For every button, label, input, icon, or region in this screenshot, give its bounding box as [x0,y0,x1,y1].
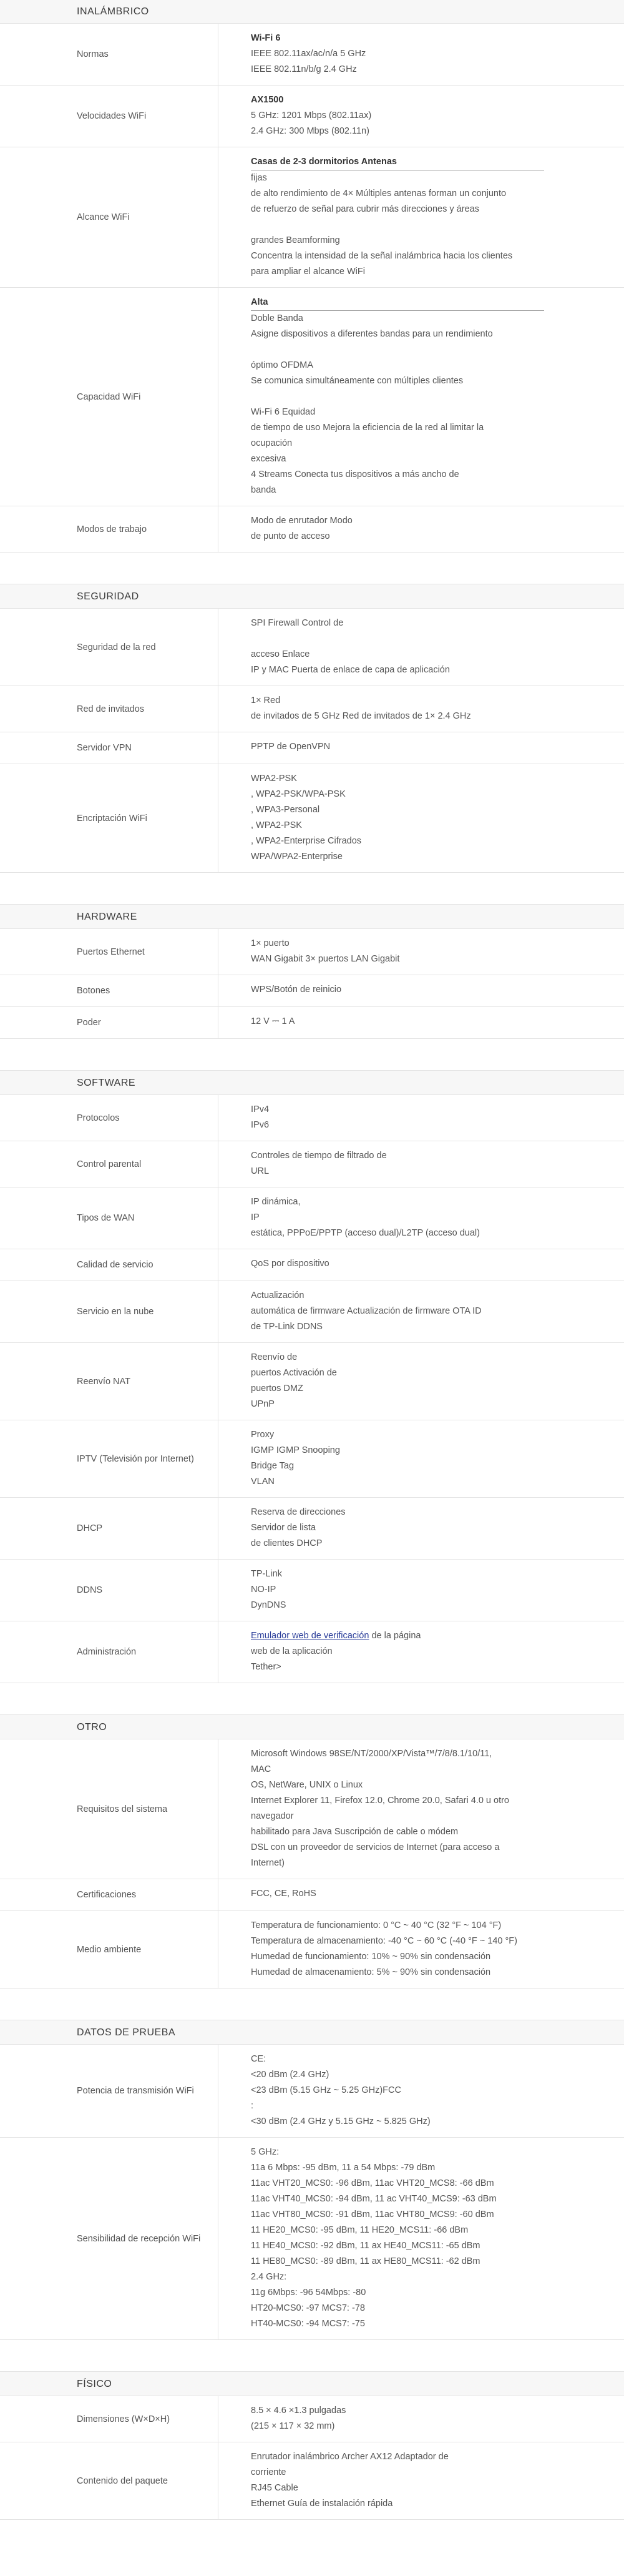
spec-value-line: 2.4 GHz: 300 Mbps (802.11n) [251,126,369,136]
spec-value-line: IP [251,1212,260,1222]
spec-row-poder [0,1007,624,1039]
spec-section-otro [0,1714,624,1989]
spec-value-line: banda [251,485,276,495]
spec-row-alcance-wifi [0,147,624,288]
spec-value-line: 8.5 × 4.6 ×1.3 pulgadas [251,2406,346,2416]
spec-value-line: de invitados de 5 GHz Red de invitados de 1× 2.4 GHz [251,711,471,721]
spec-label: Modos de trabajo [0,506,218,552]
spec-value-line: grandes Beamforming [251,235,340,245]
spec-section-datos-de-prueba [0,2020,624,2340]
spec-value-line: de refuerzo de señal para cubrir más direcciones y áreas [251,204,479,214]
spec-label: Medio ambiente [0,1911,218,1988]
spec-label: Botones [0,975,218,1006]
spec-value-line: de TP-Link DDNS [251,1322,323,1332]
spec-value-line [251,631,618,647]
spec-value-line: WPA/WPA2-Enterprise [251,852,343,862]
spec-section-hardware [0,904,624,1039]
spec-label: Tipos de WAN [0,1187,218,1249]
spec-value [218,975,624,1006]
spec-value [218,2396,624,2442]
spec-value-line: AX1500 [251,95,284,105]
spec-value-line [251,217,618,233]
spec-row-servicio-en-la-nube [0,1281,624,1343]
spec-row-medio-ambiente [0,1911,624,1989]
spec-value-line: VLAN [251,1477,275,1487]
spec-value-line: Asigne dispositivos a diferentes bandas para un rendimiento [251,329,493,339]
spec-label: Velocidades WiFi [0,86,218,147]
spec-section-fisico [0,2371,624,2520]
spec-section-inalambrico [0,0,624,553]
spec-value-line: <23 dBm (5.15 GHz ~ 5.25 GHz)FCC [251,2085,401,2095]
spec-row-red-de-invitados [0,686,624,732]
spec-value-line: Casas de 2-3 dormitorios Antenas [251,154,544,170]
spec-value-line: IEEE 802.11ax/ac/n/a 5 GHz [251,49,366,59]
spec-value [218,1911,624,1988]
spec-value [218,1095,624,1141]
spec-value-line: 4 Streams Conecta tus dispositivos a más ancho de [251,469,459,479]
spec-value-line: <30 dBm (2.4 GHz y 5.15 GHz ~ 5.825 GHz) [251,2116,431,2126]
spec-value-line: PPTP de OpenVPN [251,742,331,752]
spec-value [218,506,624,552]
spec-value-line: OS, NetWare, UNIX o Linux [251,1780,363,1790]
spec-value-line: Wi-Fi 6 [251,33,281,43]
spec-value-line: navegador [251,1811,294,1821]
section-title: INALÁMBRICO [0,0,624,24]
spec-value-line: WPA2-PSK [251,774,297,784]
spec-label: Puertos Ethernet [0,929,218,975]
spec-row-servidor-vpn [0,732,624,764]
spec-value-line: Actualización [251,1290,305,1300]
spec-value-line: Concentra la intensidad de la señal inalámbrica hacia los clientes [251,251,513,261]
spec-label: Protocolos [0,1095,218,1141]
spec-value-line: 11 HE80_MCS0: -89 dBm, 11 ax HE80_MCS11: -62 dBm [251,2256,480,2266]
spec-value-line: ocupación [251,438,293,448]
spec-value-line: 12 V ⎓ 1 A [251,1016,295,1026]
spec-label: Alcance WiFi [0,147,218,287]
spec-value-line: Humedad de funcionamiento: 10% ~ 90% sin condensación [251,1952,491,1962]
spec-value-line: CE: [251,2054,266,2064]
spec-value-line: DynDNS [251,1600,286,1610]
spec-label: Reenvío NAT [0,1343,218,1420]
spec-value-line: WPS/Botón de reinicio [251,985,342,995]
spec-label: Servicio en la nube [0,1281,218,1342]
spec-value-line: acceso Enlace [251,649,310,659]
spec-label: Calidad de servicio [0,1249,218,1281]
spec-value-line: 2.4 GHz: [251,2272,287,2282]
spec-label: Dimensiones (W×D×H) [0,2396,218,2442]
spec-value [218,1420,624,1497]
spec-label: Contenido del paquete [0,2442,218,2519]
spec-value-line: Enrutador inalámbrico Archer AX12 Adaptador de [251,2452,449,2462]
spec-value [218,2442,624,2519]
spec-value-line: Proxy [251,1430,275,1440]
spec-value-line: RJ45 Cable [251,2483,298,2493]
spec-row-puertos-ethernet [0,929,624,975]
spec-label: Normas [0,24,218,85]
spec-value-line: Temperatura de funcionamiento: 0 °C ~ 40 °C (32 °F ~ 104 °F) [251,1920,502,1930]
spec-value-line: IEEE 802.11n/b/g 2.4 GHz [251,64,357,74]
spec-row-calidad-de-servicio [0,1249,624,1281]
spec-value-line: Ethernet Guía de instalación rápida [251,2499,393,2509]
spec-row-encriptacion-wifi [0,764,624,873]
spec-value-line: HT40-MCS0: -94 MCS7: -75 [251,2319,365,2329]
spec-value-line: Bridge Tag [251,1461,295,1471]
web-emulator-link[interactable]: Emulador web de verificación [251,1631,369,1641]
spec-section-software [0,1070,624,1683]
spec-value-line: Wi-Fi 6 Equidad [251,407,316,417]
spec-value [218,2045,624,2137]
spec-value-line: automática de firmware Actualización de firmware OTA ID [251,1306,482,1316]
spec-row-iptv-television-por-internet [0,1420,624,1498]
spec-row-seguridad-de-la-red [0,609,624,686]
spec-row-sensibilidad-de-recepcion-wifi [0,2138,624,2340]
spec-value [218,764,624,872]
spec-value-line: FCC, CE, RoHS [251,1889,316,1899]
spec-value-line [251,342,618,358]
spec-value [218,609,624,686]
spec-value-line: IPv4 [251,1104,270,1114]
spec-value-line: IP dinámica, [251,1197,301,1207]
spec-row-botones [0,975,624,1007]
spec-value-line: <20 dBm (2.4 GHz) [251,2070,329,2080]
section-title: DATOS DE PRUEBA [0,2020,624,2045]
spec-value-line: Humedad de almacenamiento: 5% ~ 90% sin condensación [251,1967,491,1977]
spec-value-line: 11 HE40_MCS0: -92 dBm, 11 ax HE40_MCS11: -65 dBm [251,2241,480,2251]
spec-value-line: 11ac VHT20_MCS0: -96 dBm, 11ac VHT20_MCS8: -66 dBm [251,2178,494,2188]
spec-value [218,1281,624,1342]
spec-value-line: NO-IP [251,1585,276,1595]
spec-value-line: 5 GHz: [251,2147,280,2157]
spec-section-seguridad [0,584,624,873]
spec-value [218,1739,624,1879]
spec-value-line: puertos Activación de [251,1368,337,1378]
spec-value [218,1560,624,1621]
spec-value-line: de clientes DHCP [251,1538,323,1548]
spec-value-line: , WPA2-PSK/WPA-PSK [251,789,346,799]
spec-value-line: puertos DMZ [251,1384,303,1394]
spec-value [218,1249,624,1281]
spec-label: Requisitos del sistema [0,1739,218,1879]
spec-value-line: IP y MAC Puerta de enlace de capa de aplicación [251,665,450,675]
spec-value-line: Modo de enrutador Modo [251,516,353,526]
spec-value-line: : [251,2101,254,2111]
spec-value-line: Internet) [251,1858,285,1868]
spec-row-administracion [0,1621,624,1683]
spec-value-line: corriente [251,2467,286,2477]
spec-value-line: óptimo OFDMA [251,360,313,370]
spec-value-line: Tether> [251,1662,281,1672]
spec-value-line: 5 GHz: 1201 Mbps (802.11ax) [251,111,372,120]
section-title: OTRO [0,1714,624,1739]
spec-value [218,1141,624,1187]
spec-value-line: 11 HE20_MCS0: -95 dBm, 11 HE20_MCS11: -66 dBm [251,2225,469,2235]
spec-value-line: Doble Banda [251,313,303,323]
spec-label: Poder [0,1007,218,1038]
spec-value-line: TP-Link [251,1569,282,1579]
spec-value-line: Servidor de lista [251,1523,316,1533]
spec-value-line: 1× Red [251,696,281,705]
spec-value-line: de tiempo de uso Mejora la eficiencia de la red al limitar la [251,423,484,433]
spec-label: Encriptación WiFi [0,764,218,872]
spec-value-line: Se comunica simultáneamente con múltiples clientes [251,376,464,386]
spec-value-line: QoS por dispositivo [251,1259,329,1269]
spec-value [218,686,624,732]
spec-value [218,929,624,975]
spec-row-ddns [0,1560,624,1621]
spec-value-line: SPI Firewall Control de [251,618,344,628]
spec-row-potencia-de-transmision-wifi [0,2045,624,2138]
spec-label: Capacidad WiFi [0,288,218,506]
spec-value-line: 11g 6Mbps: -96 54Mbps: -80 [251,2288,366,2298]
link-trailing-text: de la página [371,1631,421,1641]
spec-label: Servidor VPN [0,732,218,764]
spec-label: DDNS [0,1560,218,1621]
spec-value-line: para ampliar el alcance WiFi [251,267,365,277]
spec-value-line: Controles de tiempo de filtrado de [251,1151,387,1161]
spec-value-line: IPv6 [251,1120,270,1130]
spec-value [218,1498,624,1559]
spec-value-line: (215 × 117 × 32 mm) [251,2421,335,2431]
spec-value-line: Alta [251,295,544,311]
spec-value-line: 11a 6 Mbps: -95 dBm, 11 a 54 Mbps: -79 dBm [251,2163,436,2173]
spec-value-line: Microsoft Windows 98SE/NT/2000/XP/Vista™/7/8/8.1/10/11, [251,1749,492,1759]
spec-value [218,1007,624,1038]
spec-value-line: , WPA2-PSK [251,820,302,830]
spec-label: Red de invitados [0,686,218,732]
section-title: SEGURIDAD [0,584,624,609]
spec-row-dimensiones-w-d-h [0,2396,624,2442]
spec-value-line: excesiva [251,454,286,464]
spec-value-line: , WPA3-Personal [251,805,320,815]
spec-value-line: MAC [251,1764,271,1774]
spec-row-certificaciones [0,1879,624,1911]
spec-value [218,1879,624,1910]
spec-value [218,2138,624,2339]
spec-value-line: Temperatura de almacenamiento: -40 °C ~ 60 °C (-40 °F ~ 140 °F) [251,1936,517,1946]
spec-label: Control parental [0,1141,218,1187]
spec-row-tipos-de-wan [0,1187,624,1249]
spec-value-line [251,1628,618,1644]
spec-label: Certificaciones [0,1879,218,1910]
spec-row-protocolos [0,1095,624,1141]
section-title: SOFTWARE [0,1070,624,1095]
spec-label: DHCP [0,1498,218,1559]
spec-label: Potencia de transmisión WiFi [0,2045,218,2137]
spec-value-line [251,389,618,405]
spec-value-line: UPnP [251,1399,275,1409]
spec-value-line: , WPA2-Enterprise Cifrados [251,836,362,846]
spec-value-line: IGMP IGMP Snooping [251,1445,340,1455]
spec-label: Seguridad de la red [0,609,218,686]
spec-value-line: web de la aplicación [251,1646,333,1656]
spec-value-line: estática, PPPoE/PPTP (acceso dual)/L2TP (acceso dual) [251,1228,480,1238]
spec-row-modos-de-trabajo [0,506,624,553]
spec-row-capacidad-wifi [0,288,624,506]
spec-row-velocidades-wifi [0,86,624,147]
spec-label: Administración [0,1621,218,1683]
spec-row-contenido-del-paquete [0,2442,624,2520]
spec-value [218,1621,624,1683]
spec-value-line: Internet Explorer 11, Firefox 12.0, Chrome 20.0, Safari 4.0 u otro [251,1796,510,1806]
spec-value [218,1187,624,1249]
spec-value [218,147,624,287]
spec-value-line: Reserva de direcciones [251,1507,346,1517]
spec-value-line: de punto de acceso [251,531,330,541]
spec-row-dhcp [0,1498,624,1560]
spec-label: Sensibilidad de recepción WiFi [0,2138,218,2339]
spec-value-line: 11ac VHT80_MCS0: -91 dBm, 11ac VHT80_MCS9: -60 dBm [251,2210,494,2220]
spec-row-requisitos-del-sistema [0,1739,624,1879]
spec-row-normas [0,24,624,86]
spec-row-control-parental [0,1141,624,1187]
spec-value-line: de alto rendimiento de 4× Múltiples antenas forman un conjunto [251,189,507,199]
section-title: HARDWARE [0,904,624,929]
spec-value-line: WAN Gigabit 3× puertos LAN Gigabit [251,954,400,964]
spec-row-reenvio-nat [0,1343,624,1420]
spec-value-line: URL [251,1166,270,1176]
spec-value-line: fijas [251,173,267,183]
spec-value-line: DSL con un proveedor de servicios de Internet (para acceso a [251,1842,500,1852]
spec-value [218,732,624,764]
spec-value-line: habilitado para Java Suscripción de cable o módem [251,1827,459,1837]
spec-value [218,1343,624,1420]
spec-value-line: 1× puerto [251,938,290,948]
spec-value-line: Reenvío de [251,1352,298,1362]
spec-label: IPTV (Televisión por Internet) [0,1420,218,1497]
spec-value [218,24,624,85]
spec-value [218,86,624,147]
spec-value-line: 11ac VHT40_MCS0: -94 dBm, 11 ac VHT40_MCS9: -63 dBm [251,2194,497,2204]
spec-value-line: HT20-MCS0: -97 MCS7: -78 [251,2303,365,2313]
section-title: FÍSICO [0,2371,624,2396]
spec-value [218,288,624,506]
